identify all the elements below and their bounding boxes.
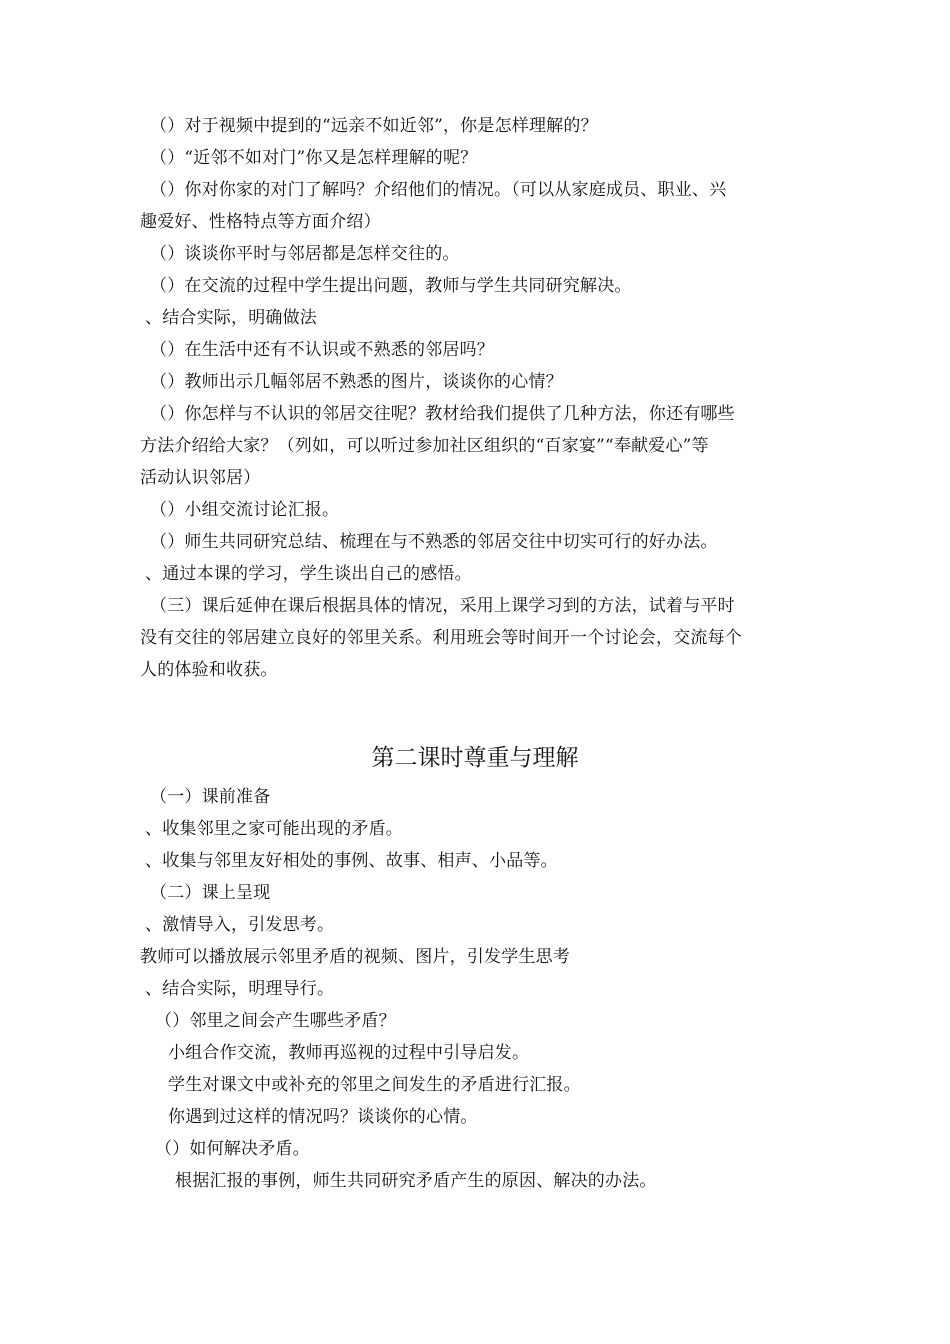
text-line: 活动认识邻居） — [140, 468, 261, 488]
text-line: 、收集与邻里友好相处的事例、故事、相声、小品等。 — [145, 851, 558, 871]
text-line: （）谈谈你平时与邻居都是怎样交往的。 — [150, 244, 460, 264]
page-title: 第二课时尊重与理解 — [371, 745, 579, 771]
text-line: 、激情导入，引发思考。 — [145, 915, 335, 935]
text-line: 、结合实际，明确做法 — [145, 308, 317, 328]
text-line: 学生对课文中或补充的邻里之间发生的矛盾进行汇报。 — [168, 1075, 581, 1095]
text-line: 方法介绍给大家？（列如，可以听过参加社区组织的“百家宴”“奉献爱心”等 — [140, 436, 709, 456]
text-line: 小组合作交流，教师再巡视的过程中引导启发。 — [168, 1043, 530, 1063]
text-line: （）在生活中还有不认识或不熟悉的邻居吗？ — [150, 340, 494, 360]
text-line: （）对于视频中提到的“远亲不如近邻”，你是怎样理解的？ — [150, 116, 598, 136]
text-line: 趣爱好、性格特点等方面介绍） — [140, 212, 381, 232]
text-line: 、收集邻里之家可能出现的矛盾。 — [145, 819, 403, 839]
text-line: 、结合实际，明理导行。 — [145, 979, 335, 999]
text-line: 人的体验和收获。 — [140, 660, 278, 680]
text-line: （）“近邻不如对门”你又是怎样理解的呢？ — [150, 148, 478, 168]
text-line: 教师可以播放展示邻里矛盾的视频、图片，引发学生思考 — [140, 947, 570, 967]
text-line: （）邻里之间会产生哪些矛盾？ — [155, 1011, 396, 1031]
text-line: （一）课前准备 — [150, 787, 271, 807]
text-line: （）如何解决矛盾。 — [155, 1139, 310, 1159]
text-line: 根据汇报的事例，师生共同研究矛盾产生的原因、解决的办法。 — [175, 1171, 657, 1191]
text-line: 你遇到过这样的情况吗？谈谈你的心情。 — [168, 1107, 478, 1127]
text-line: （）师生共同研究总结、梳理在与不熟悉的邻居交往中切实可行的好办法。 — [150, 532, 718, 552]
text-line: （）小组交流讨论汇报。 — [150, 500, 340, 520]
text-line: 、通过本课的学习，学生谈出自己的感悟。 — [145, 564, 472, 584]
text-line: （）你怎样与不认识的邻居交往呢？教材给我们提供了几种方法，你还有哪些 — [150, 404, 735, 424]
text-line: 没有交往的邻居建立良好的邻里关系。利用班会等时间开一个讨论会，交流每个 — [140, 628, 742, 648]
text-line: （）在交流的过程中学生提出问题，教师与学生共同研究解决。 — [150, 276, 632, 296]
text-line: （）教师出示几幅邻居不熟悉的图片，谈谈你的心情？ — [150, 372, 563, 392]
text-line: （二）课上呈现 — [150, 883, 271, 903]
text-line: （三）课后延伸在课后根据具体的情况，采用上课学习到的方法，试着与平时 — [150, 596, 735, 616]
text-line: （）你对你家的对门了解吗？介绍他们的情况。（可以从家庭成员、职业、兴 — [150, 180, 727, 200]
